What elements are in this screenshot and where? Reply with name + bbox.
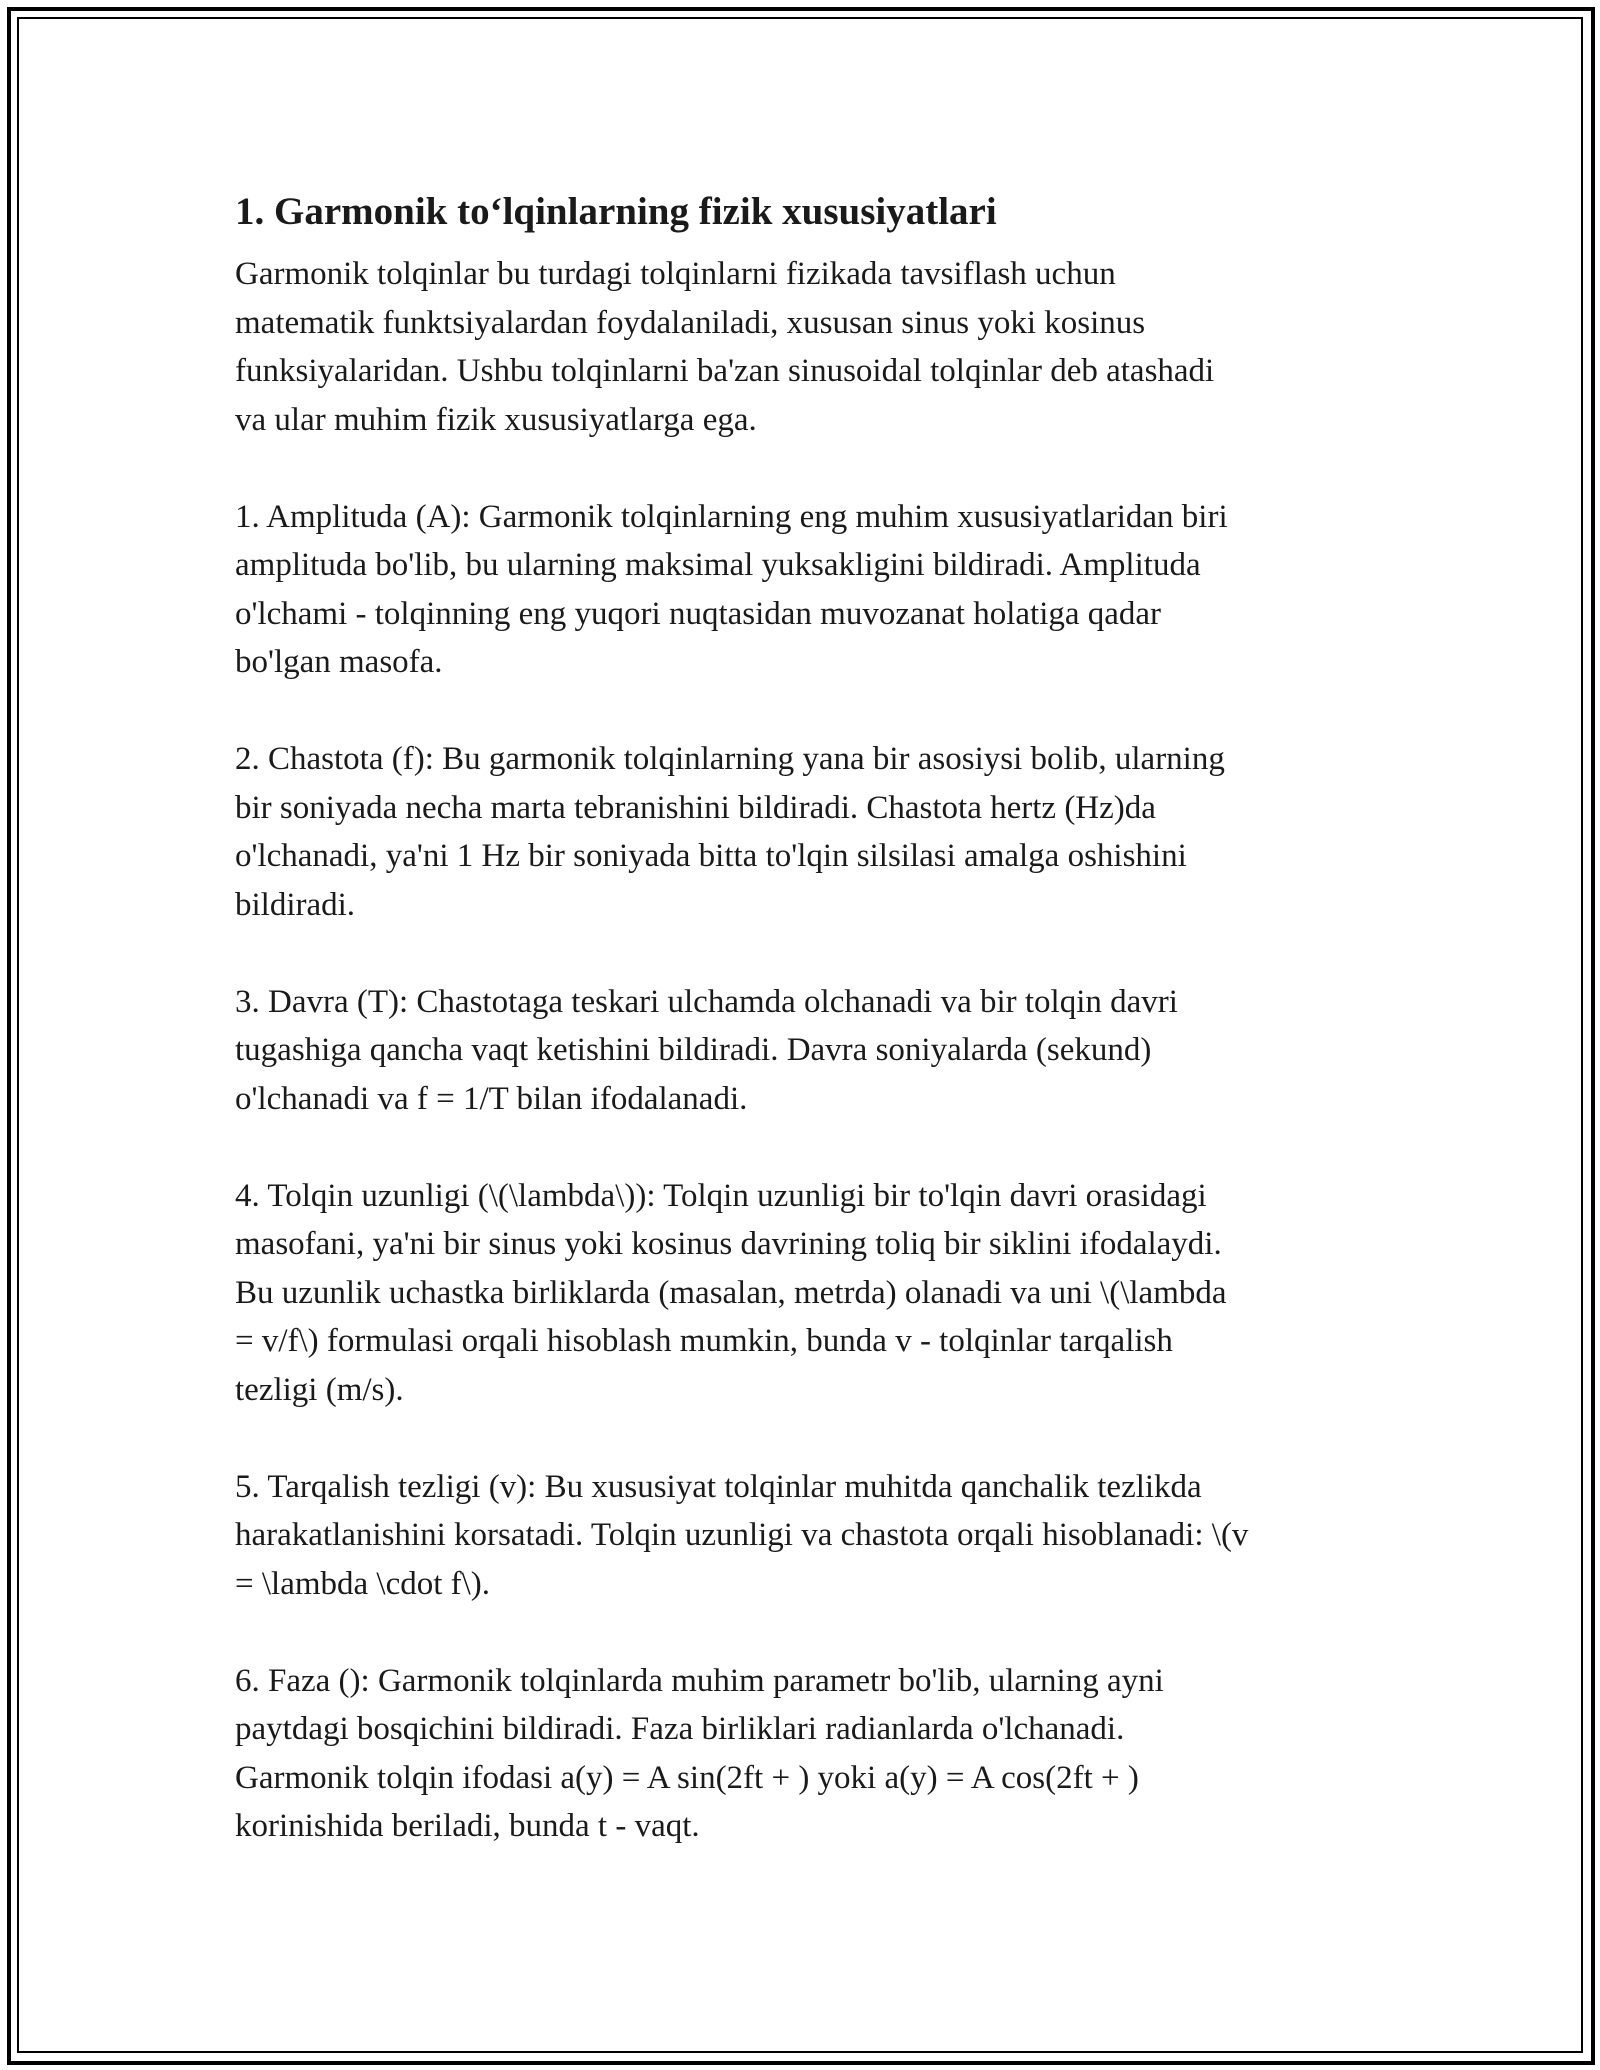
property-frequency: 2. Chastota (f): Bu garmonik tolqinlarning yana bir asosiysi bolib, ularning bir soniyada necha marta tebranishini bildiradi. Chastota hertz (Hz)da o'lchanadi, ya'ni 1 Hz bir soniyada bitta to'lqin silsilasi amalga oshishini bildiradi. [235,741,1225,923]
intro-paragraph: Garmonik tolqinlar bu turdagi tolqinlarni fizikada tavsiflash uchun matematik funktsiyalardan foydalaniladi, xususan sinus yoki kosinus funksiyalaridan. Ushbu tolqinlarni ba'zan sinusoidal tolqinlar deb atashadi va ular muhim fizik xususiyatlarga ega. [235,256,1215,438]
paragraph-gap [235,1608,1375,1657]
paragraph-gap [235,1414,1375,1463]
property-velocity: 5. Tarqalish tezligi (v): Bu xususiyat tolqinlar muhitda qanchalik tezlikda harakatlanishini korsatadi. Tolqin uzunligi va chastota orqali hisoblanadi: \(v = \lambda \cdot f\). [235,1468,1249,1602]
document-title: 1. Garmonik to‘lqinlarning fizik xususiyatlari [235,190,997,233]
paragraph-gap [235,1123,1375,1172]
property-phase: 6. Faza (): Garmonik tolqinlarda muhim parametr bo'lib, ularning ayni paytdagi bosqichini bildiradi. Faza birliklari radianlarda o'lchanadi. Garmonik tolqin ifodasi a(y) = A sin(2ft + ) yoki a(y) = A cos(2ft + ) korinishida beriladi, bunda t - vaqt. [235,1662,1164,1844]
paragraph-gap [235,444,1375,493]
property-period: 3. Davra (T): Chastotaga teskari ulchamda olchanadi va bir tolqin davri tugashiga qancha vaqt ketishini bildiradi. Davra soniyalarda (sekund) o'lchanadi va f = 1/T bilan ifodalanadi. [235,983,1178,1117]
paragraph-gap [235,687,1375,736]
document-body [235,186,1375,1851]
paragraph-gap [235,929,1375,978]
property-wavelength: 4. Tolqin uzunligi (\(\lambda\)): Tolqin uzunligi bir to'lqin davri orasidagi masofani, ya'ni bir sinus yoki kosinus davrining toliq bir siklini ifodalaydi. Bu uzunlik uchastka birliklarda (masalan, metrda) olanadi va uni \(\lambda = v/f\) formulasi orqali hisoblash mumkin, bunda v - tolqinlar tarqalish tezligi (m/s). [235,1177,1227,1408]
property-amplitude: 1. Amplituda (A): Garmonik tolqinlarning eng muhim xususiyatlaridan biri amplituda bo'lib, bu ularning maksimal yuksakligini bildiradi. Amplituda o'lchami - tolqinning eng yuqori nuqtasidan muvozanat holatiga qadar bo'lgan masofa. [235,498,1228,680]
